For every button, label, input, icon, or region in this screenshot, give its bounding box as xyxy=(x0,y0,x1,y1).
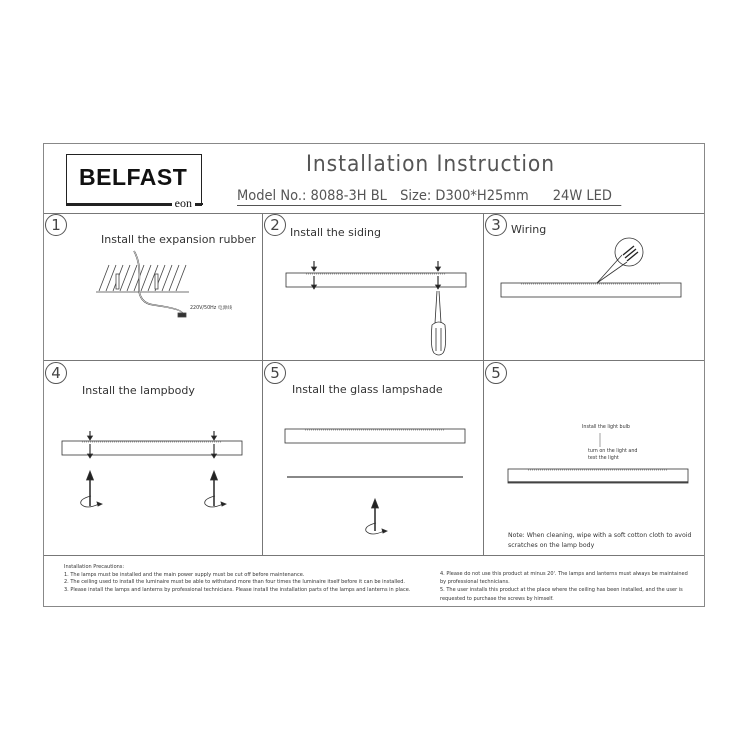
precautions-left xyxy=(64,564,410,594)
cleaning-note xyxy=(508,531,691,551)
step-2-panel xyxy=(263,213,484,361)
logo-brand-text: BELFAST xyxy=(79,164,188,190)
logo-sub-text: eon xyxy=(172,196,195,211)
precaution-item-1: 1. The lamps must be installed and the main power supply must be cut off before maintenance. xyxy=(64,571,305,578)
callout-test-light-1: turn on the light and xyxy=(588,449,638,454)
step-number-badge: 5 xyxy=(264,362,286,384)
cleaning-note-line-1: Note: When cleaning, wipe with a soft cotton cloth to avoid xyxy=(508,532,692,539)
precaution-item-4: 4. Please do not use this product at minus 20'. The lamps and lanterns must always be maintained xyxy=(440,571,688,577)
step-2-label: Install the siding xyxy=(290,226,381,239)
step-4-label: Install the lampbody xyxy=(82,384,195,397)
step-1-label: Install the expansion rubber xyxy=(101,233,256,246)
callout-test-light-2: test the light xyxy=(588,456,619,461)
step-number-badge: 2 xyxy=(264,214,286,236)
expansion-rubber-diagram xyxy=(44,213,263,361)
precaution-item-3: 3. Please install the lamps and lanterns by professional technicians. Please install the installation parts of the lamps and lanterns in place. xyxy=(64,586,411,593)
step-number-badge: 5 xyxy=(485,362,507,384)
precaution-item-5-cont: requested to purchase the screws by himself. xyxy=(440,595,554,602)
step-6-panel xyxy=(484,361,704,556)
step-number-badge: 3 xyxy=(485,214,507,236)
step-5-label: Install the glass lampshade xyxy=(292,383,443,396)
step-4-panel xyxy=(44,361,263,556)
precautions-heading: Installation Precautions: xyxy=(64,564,125,570)
cleaning-note-line-2: scratches on the lamp body xyxy=(508,542,595,549)
step-1-panel xyxy=(44,213,263,361)
product-power: 24W LED xyxy=(552,188,612,204)
step-number-badge: 1 xyxy=(45,214,67,236)
step-5-panel xyxy=(263,361,484,556)
precaution-item-2: 2. The ceiling used to install the luminaire must be able to withstand more than four times the luminaire itself before it can be installed. xyxy=(64,579,405,586)
siding-diagram xyxy=(263,213,484,361)
step-3-label: Wiring xyxy=(511,223,547,236)
installation-precautions xyxy=(44,556,704,606)
step-number-badge: 4 xyxy=(45,362,67,384)
precautions-right xyxy=(440,570,688,603)
power-annotation: 220V/50Hz 电源线 xyxy=(190,306,233,311)
product-specs xyxy=(237,188,621,206)
page-title: Installation Instruction xyxy=(306,152,555,177)
glass-lampshade-diagram xyxy=(263,361,484,556)
precaution-item-5: 5. The user installs this product at the place where the ceiling has been installed, and the user is xyxy=(440,587,683,594)
product-size: Size: D300*H25mm xyxy=(400,188,529,204)
callout-install-bulb: Install the light bulb xyxy=(582,425,630,430)
brand-logo xyxy=(66,154,202,210)
bulb-test-diagram xyxy=(484,361,704,556)
model-number: Model No.: 8088-3H BL xyxy=(237,188,387,204)
lampbody-diagram xyxy=(44,361,263,556)
wiring-diagram xyxy=(484,213,704,361)
instruction-sheet xyxy=(43,143,705,607)
precaution-item-4-cont: by professional technicians. xyxy=(440,579,510,586)
step-3-panel xyxy=(484,213,704,361)
header xyxy=(44,144,704,214)
